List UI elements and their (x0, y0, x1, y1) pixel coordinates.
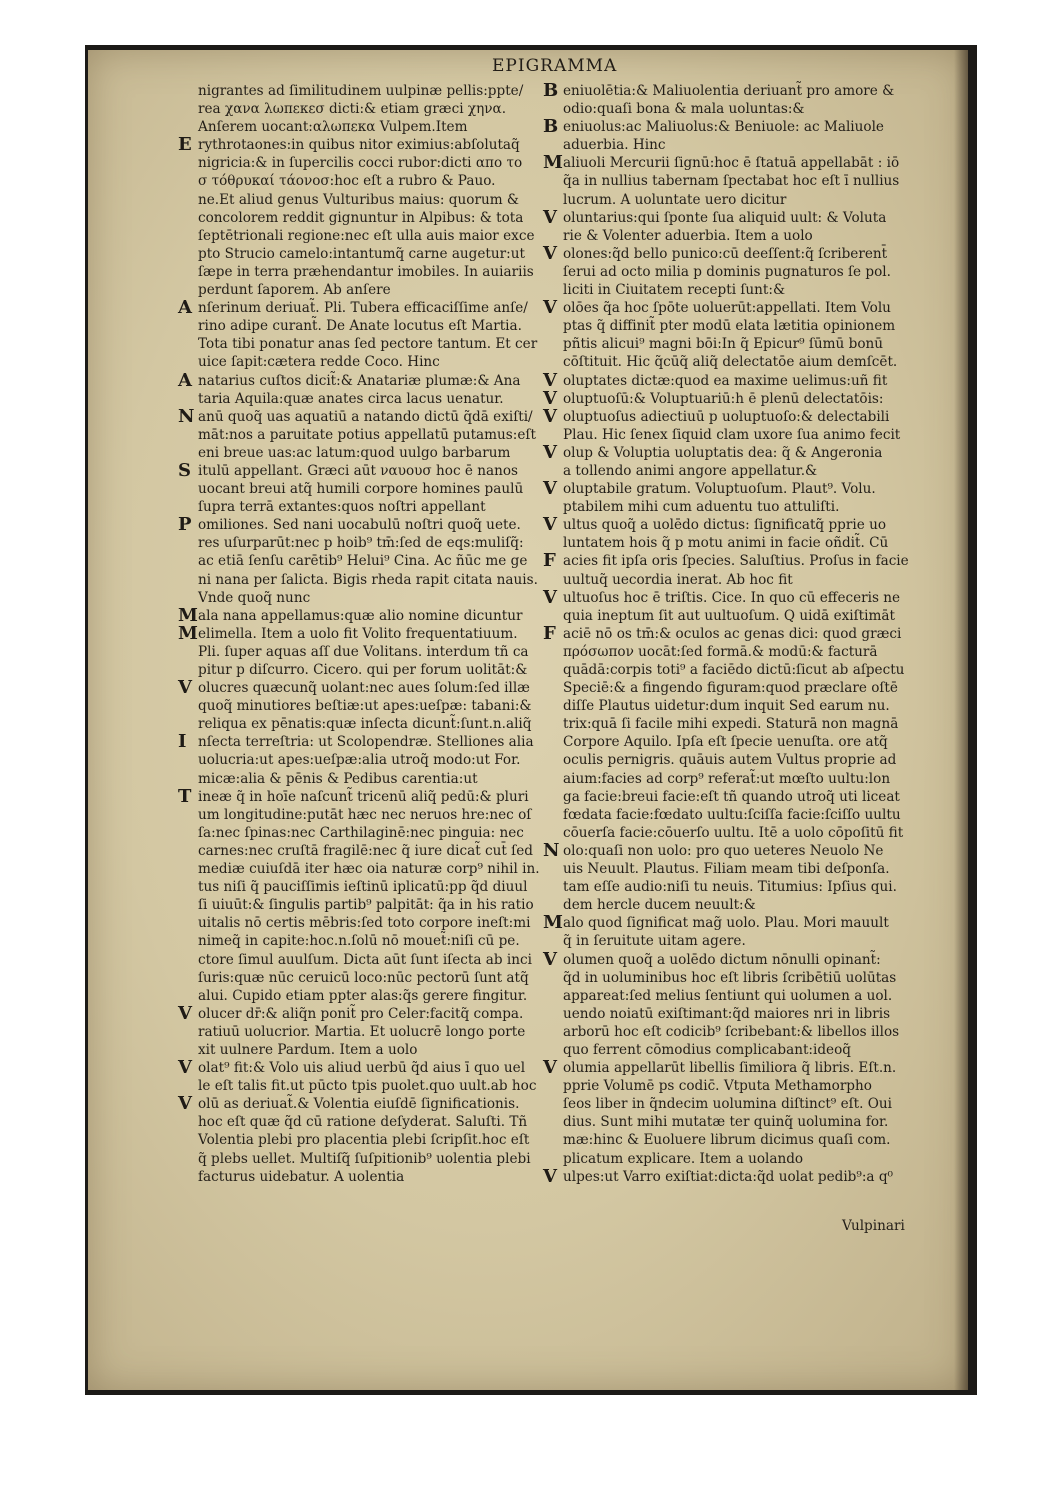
line-text: dius. Sunt mihi mutatæ ter quinq̃ uolumina for. (563, 1114, 889, 1131)
line-text: odio:quaſi bona & mala uoluntas:& (563, 101, 805, 118)
text-line (198, 1077, 543, 1095)
text-line (543, 242, 903, 264)
guide-letter: V (178, 1002, 192, 1024)
text-line (178, 1002, 543, 1024)
text-line (198, 896, 543, 914)
line-text: ſuris:quæ nūc ceruicū loco:nūc pectorū ſunt atq̃ (198, 969, 529, 986)
catchword: Vulpinari (842, 1218, 905, 1234)
guide-letter: V (543, 514, 557, 536)
text-line (563, 353, 903, 371)
text-line (563, 697, 903, 715)
guide-letter: V (543, 478, 557, 500)
text-line (563, 932, 903, 950)
line-text: ſerui ad octo milia p dominis pugnaturos ſe pol. (563, 263, 891, 280)
text-line (563, 733, 903, 751)
text-line (563, 172, 903, 190)
line-text: concolorem reddit gignuntur in Alpibus: & tota (198, 209, 524, 226)
text-line (563, 1005, 903, 1023)
text-line (198, 969, 543, 987)
text-line (198, 878, 543, 896)
text-line (198, 842, 543, 860)
line-text: carnes:nec cruſtā fragilē:nec q̃ iure dicat̃ cut̄ ſed (198, 842, 533, 859)
guide-letter: V (543, 586, 557, 608)
guide-letter: T (178, 785, 192, 807)
line-text: nimeq̃ in capite:hoc.n.ſolū nō mouet̃:niſi cū pe. (198, 933, 520, 950)
line-text: oluptuoſus adiectiuū p uoluptuoſo:& delectabili (563, 408, 890, 425)
text-line (563, 534, 903, 552)
text-line (563, 498, 903, 516)
guide-letter: V (178, 1093, 192, 1115)
text-line (563, 643, 903, 661)
line-text: olōes q̃a hoc ſpōte uoluerūt:appellati. Item Volu (563, 300, 891, 317)
line-text: quo ferrent cōmodius complicabant:ideoq̃ (563, 1041, 851, 1058)
line-text: ineæ q̃ in hoīe naſcunt̃ tricenū aliq̃ pedū:& pluri (198, 788, 529, 805)
line-text: elimella. Item a uolo fit Volito frequentatiuum. (198, 625, 518, 642)
text-line (198, 444, 543, 462)
text-line (563, 1150, 903, 1168)
line-text: mediæ cuiuſdā iter hæc oia naturæ corp⁹ nihil in. (198, 861, 540, 878)
text-line (198, 154, 543, 172)
text-line (198, 932, 543, 950)
guide-letter: F (543, 622, 556, 644)
line-text: Vnde quoq̃ nunc (198, 589, 311, 606)
line-text: ratiuū uolucrior. Martia. Et uolucrē longo porte (198, 1023, 526, 1040)
text-line (198, 770, 543, 788)
line-text: oluptuoſū:& Voluptuariū:h ē plenū delectatōis: (563, 390, 884, 407)
text-line (563, 281, 903, 299)
text-line (543, 152, 903, 174)
text-line (198, 82, 543, 100)
line-text: Anſerem uocant:αλωπεκα Vulpem.Item (198, 119, 468, 136)
line-text: ne.Et aliud genus Vulturibus maius: quorum & (198, 191, 520, 208)
line-text: le eſt talis fit.ut pūcto tpis puolet.quo uult.ab hoc (198, 1078, 537, 1095)
text-line (543, 80, 903, 101)
guide-letter: B (543, 116, 559, 138)
line-text: q̃d in uoluminibus hoc eſt libris ſcribētiū uolūtas (563, 969, 897, 986)
guide-letter: S (178, 459, 191, 481)
text-line (198, 987, 543, 1005)
text-line (563, 751, 903, 769)
line-text: ſa:nec ſpinas:nec Carthilaginē:nec pinguia: nec (198, 824, 524, 841)
line-text: aium:facies ad corp⁹ referat̃:ut mœſto uultu:lon (563, 770, 891, 787)
line-text: tus niſi q̃ pauciſſimis ieſtinū iplicatū:pp q̃d diuul (198, 879, 528, 896)
text-line (198, 589, 543, 607)
line-text: ultuoſus hoc ē triſtis. Cice. In quo cū effeceris ne (563, 589, 901, 606)
line-text: Volentia plebi pro placentia plebi ſcripſit.hoc eſt (198, 1132, 530, 1149)
text-line (563, 715, 903, 733)
line-text: nigrantes ad ſimilitudinem uulpinæ pellis:ppte/ (198, 83, 524, 99)
line-text: uis Neuult. Plautus. Filiam meam tibi deſponſa. (563, 861, 890, 878)
text-line (543, 839, 903, 861)
text-line (563, 227, 903, 245)
line-text: Speciē:& a fingendo figuram:quod præclare oſtē (563, 680, 898, 697)
text-line (543, 514, 903, 536)
line-text: olones:q̃d bello punico:cū deeſſent:q̃ ſcriberent̄ (563, 245, 888, 262)
line-text: ſi uiuūt:& ſingulis partib⁹ palpitāt: q̃a in his ratio (198, 897, 534, 914)
line-text: reliqua ex pēnatis:quæ inſecta dicunt̃:ſunt.n.aliq̃ (198, 716, 532, 733)
text-line (198, 661, 543, 679)
text-line (178, 134, 543, 156)
text-line (198, 697, 543, 715)
line-text: res uſurparūt:nec p hoib⁹ tm̄:ſed de eqs:muliſq̃: (198, 535, 524, 552)
guide-letter: E (178, 134, 192, 156)
line-text: quoq̃ minutiores beſtiæ:ut apes:ueſpæ: tabani:& (198, 698, 532, 715)
text-line (178, 677, 543, 699)
line-text: olo:quaſi non uolo: pro quo ueteres Neuolo Ne (563, 842, 884, 859)
text-line (198, 643, 543, 661)
line-text: dem hercle ducem neuult:& (563, 897, 756, 914)
text-line (563, 335, 903, 353)
text-line (198, 335, 543, 353)
line-text: diſſe Plautus uidetur:dum inquit Sed earum nu. (563, 698, 890, 715)
text-line (543, 405, 903, 427)
line-text: Tota tibi ponatur anas ſed pectore tantum. Et cer (198, 336, 538, 353)
text-line (198, 498, 543, 516)
text-line (178, 297, 543, 319)
text-line (198, 245, 543, 263)
line-text: fœdata facie:fœdato uultu:ſciſſa facie:ſciſſo uultu (563, 806, 901, 823)
text-line (198, 1150, 543, 1168)
text-line (563, 860, 903, 878)
running-header: EPIGRAMMA (492, 56, 618, 76)
line-text: ptabilem mihi cum aduentu tuo attuliſti. (563, 499, 840, 516)
guide-letter: V (543, 1165, 557, 1187)
text-line (198, 824, 543, 842)
text-line (198, 390, 543, 408)
text-line (563, 969, 903, 987)
text-line (563, 878, 903, 896)
text-line (198, 715, 543, 733)
text-line (198, 1113, 543, 1131)
text-line (543, 550, 909, 572)
line-text: ac etiā ſenſu carētib⁹ Helui⁹ Cina. Ac ñūc me ge (198, 553, 528, 570)
guide-letter: V (543, 948, 557, 970)
text-line (563, 1095, 903, 1113)
line-text: eniuolētia:& Maliuolentia deriuant̃ pro amore & (563, 83, 895, 99)
text-line (543, 948, 903, 970)
line-text: micæ:alia & pēnis & Pedibus carentia:ut (198, 770, 478, 787)
guide-letter: V (543, 441, 557, 463)
text-line (543, 1057, 903, 1079)
line-text: appareat:ſed melius ſentiunt qui uolumen a uol. (563, 987, 893, 1004)
text-line (563, 1023, 903, 1041)
guide-letter: F (543, 550, 556, 572)
text-line (178, 369, 543, 391)
line-text: luntatem hois q̃ p motu animi in facie oñdit̃. Cū (563, 535, 889, 552)
text-line (543, 369, 903, 391)
line-text: alui. Cupido etiam ppter alas:q̃s gerere fingitur. (198, 987, 528, 1004)
line-text: cōſtituit. Hic q̃cūq̃ aliq̃ delectatōe aium demſcēt. (563, 354, 898, 371)
text-line (563, 136, 903, 154)
line-text: pitur p diſcurro. Cicero. qui per forum uolitāt:& (198, 662, 528, 678)
text-line (198, 806, 543, 824)
text-line (563, 679, 903, 697)
line-text: uendo noiatū exiſtimant:q̃d maiores nri in libris (563, 1005, 891, 1022)
guide-letter: M (543, 912, 563, 934)
text-line (563, 571, 903, 589)
guide-letter: M (543, 152, 563, 174)
text-line (178, 785, 543, 807)
text-line (563, 462, 903, 480)
text-line (178, 514, 543, 536)
guide-letter: I (178, 731, 187, 753)
line-text: perdunt ſaporem. Ab anſere (198, 282, 391, 299)
text-line (543, 116, 903, 138)
line-text: natarius cuſtos dicit̃:& Anatariæ plumæ:& Ana (198, 372, 521, 389)
text-line (198, 1041, 543, 1059)
text-line (198, 172, 543, 190)
line-text: olumia appellarūt libellis ſimiliora q̃ libris. Eſt.n. (563, 1060, 897, 1077)
line-text: nſerinum deriuat̃. Pli. Tubera efficaciſſime anſe/ (198, 300, 528, 317)
guide-letter: V (543, 206, 557, 228)
text-line (198, 263, 543, 281)
binding-shadow (954, 50, 968, 1390)
text-line (198, 317, 543, 335)
text-line (198, 1131, 543, 1149)
line-text: nigricia:& in ſupercilis cocci rubor:dicti απο το (198, 155, 523, 172)
line-text: nſecta terreſtria: ut Scolopendræ. Stelliones alia (198, 734, 534, 751)
guide-letter: N (543, 839, 560, 861)
text-line (563, 100, 903, 118)
text-line (198, 353, 543, 371)
line-text: itulū appellant. Græci aūt ναυουσ hoc ē nanos (198, 462, 519, 479)
line-text: mæ:hinc & Euoluere librum dicimus quaſi com. (563, 1132, 891, 1149)
text-line (563, 426, 903, 444)
right-text-column (543, 80, 909, 1187)
line-text: trix:quā ſi facile mihi expedi. Staturā non magnā (563, 716, 899, 733)
text-line (178, 1057, 543, 1079)
text-line (198, 118, 543, 136)
text-line (563, 788, 903, 806)
text-line (178, 604, 543, 626)
line-text: hoc eſt quæ q̃d cū ratione deſyderat. Saluſti. Tñ (198, 1114, 528, 1131)
line-text: olup & Voluptia uoluptatis dea: q̃ & Angeronia (563, 444, 883, 461)
guide-letter: V (543, 242, 557, 264)
text-line (563, 263, 903, 281)
line-text: pprie Volumē ps codic̄. Vtputa Methamorpho (563, 1078, 872, 1095)
line-text: anū quoq̃ uas aquatiū a natando dictū q̃dā exiſti/ (198, 408, 533, 425)
line-text: rino adipe curant̃. De Anate locutus eſt Martia. (198, 318, 522, 335)
line-text: cōuerſa facie:cōuerſo uultu. Itē a uolo cōpoſitū fit (563, 824, 904, 841)
line-text: ni nana per ſalicta. Bigis rheda rapit citata nauis. (198, 571, 538, 588)
guide-letter: A (178, 369, 192, 391)
line-text: Corpore Aquilo. Ipſa eſt ſpecie uenuſta. ore atq̃ (563, 734, 888, 751)
text-line (178, 622, 543, 644)
guide-letter: B (543, 80, 559, 101)
line-text: acies fit ipſa oris ſpecies. Saluſtius. Proſus in facie (563, 553, 909, 570)
text-line (563, 896, 903, 914)
line-text: xit uulnere Pardum. Item a uolo (198, 1041, 418, 1058)
text-line (198, 1023, 543, 1041)
line-text: ulpes:ut Varro exiſtiat:dicta:q̃d uolat pedib⁹:a q⁰ (563, 1168, 893, 1185)
guide-letter: P (178, 514, 192, 536)
line-text: oculis pernigris. quāuis autem Vultus proprie ad (563, 752, 897, 769)
guide-letter: A (178, 297, 192, 319)
line-text: pto Strucio camelo:intantumq̃ carne augetur:ut (198, 245, 525, 262)
line-text: uocant breui atq̃ humili corpore homines paulū (198, 481, 524, 498)
line-text: oluntarius:qui ſponte ſua aliquid uult: & Voluta (563, 209, 887, 226)
line-text: uice ſapit:cætera redde Coco. Hinc (198, 354, 440, 371)
line-text: q̃ plebs uellet. Multiſq̃ ſuſpitionib⁹ uolentia plebi (198, 1150, 531, 1167)
line-text: facturus uidebatur. A uolentia (198, 1168, 405, 1185)
text-line (563, 770, 903, 788)
text-line (563, 1131, 903, 1149)
text-line (198, 480, 543, 498)
text-line (178, 731, 543, 753)
text-line (563, 824, 903, 842)
line-text: arborū hoc eſt codicib⁹ ſcribebant:& libellos illos (563, 1023, 900, 1040)
guide-letter: V (178, 1057, 192, 1079)
line-text: pñtis alicui⁹ magni bōi:In q̃ Epicur⁹ ſūmū bonū (563, 336, 884, 353)
text-line (198, 571, 543, 589)
guide-letter: V (543, 297, 557, 319)
line-text: rie & Volenter aduerbia. Item a uolo (563, 227, 813, 244)
text-line (178, 405, 543, 427)
line-text: eniuolus:ac Maliuolus:& Beniuole: ac Maliuole (563, 119, 884, 136)
line-text: aduerbia. Hinc (563, 137, 666, 154)
line-text: Pli. ſuper aquas aſſ due Volitans. interdum tñ ca (198, 643, 529, 660)
text-line (543, 912, 903, 934)
text-line (198, 751, 543, 769)
line-text: ptas q̃ diffinit̃ pter modū elata lætitia opinionem (563, 318, 896, 335)
line-text: oluptates dictæ:quod ea maxime uelimus:uñ fit (563, 372, 888, 389)
text-line (198, 426, 543, 444)
text-line (543, 1165, 903, 1187)
guide-letter: M (178, 622, 198, 644)
line-text: ga facie:breui facie:eſt tñ quando utroq̃ uti liceat (563, 788, 900, 805)
text-line (198, 860, 543, 878)
text-line (543, 478, 903, 500)
line-text: ſeptētrionali regione:nec eſt ulla auis maior exce (198, 227, 535, 244)
line-text: uolucria:ut apes:ueſpæ:alia utroq̃ modo:ut For. (198, 752, 521, 769)
guide-letter: V (543, 387, 557, 409)
line-text: eni breue uas:ac latum:quod uulgo barbarum (198, 444, 511, 461)
text-line (198, 914, 543, 932)
text-line (563, 661, 903, 679)
text-line (198, 227, 543, 245)
guide-letter: M (178, 604, 198, 626)
text-line (178, 1093, 543, 1115)
text-line (563, 806, 903, 824)
line-text: quia ineptum ſit aut uultuoſum. Q uidā exiſtimāt (563, 607, 895, 624)
line-text: olucres quæcunq̃ uolant:nec aues ſolum:ſed illæ (198, 680, 530, 697)
text-line (198, 100, 543, 118)
line-text: olucer dr̄:& aliq̃n ponit̃ pro Celer:facitq̃ compa. (198, 1005, 524, 1022)
line-text: rythrotaones:in quibus nitor eximius:abſolutaq̃ (198, 137, 520, 154)
text-line (198, 534, 543, 552)
line-text: oluptabile gratum. Voluptuoſum. Plaut⁹. Volu. (563, 481, 876, 498)
line-text: māt:nos a paruitate potius appellatū putamus:eſt (198, 426, 536, 443)
text-line (543, 586, 903, 608)
text-line (198, 209, 543, 227)
text-line (543, 297, 903, 319)
text-line (543, 622, 903, 644)
line-text: tam eſſe audio:niſi tu neuis. Titumius: Ipſius qui. (563, 879, 897, 896)
line-text: uitalis nō certis mēbris:ſed toto corpore ineſt:mi (198, 915, 531, 932)
line-text: πρόσωπον uocāt:ſed formā.& modū:& facturā (563, 643, 878, 660)
line-text: aciē nō os tm̄:& oculos ac genas dici: quod græci (563, 625, 902, 642)
line-text: omiliones. Sed nani uocabulū noſtri quoq̃ uete. (198, 517, 521, 534)
line-text: um longitudine:putāt hæc nec neruos hre:nec oſ (198, 806, 532, 823)
text-line (198, 191, 543, 209)
text-line (178, 459, 543, 481)
line-text: Plau. Hic ſenex ſiquid clam uxore ſua animo fecit (563, 426, 901, 443)
text-line (198, 951, 543, 969)
line-text: ctore ſimul auulſum. Dicta aūt ſunt iſecta ab inci (198, 951, 532, 968)
line-text: ſupra terrā extantes:quos noſtri appellant (198, 499, 486, 516)
line-text: ala nana appellamus:quæ alio nomine dicuntur (198, 607, 523, 624)
line-text: ultus quoq̃ a uolēdo dictus: ſignificatq̃ pprie uo (563, 517, 887, 534)
line-text: taria Aquila:quæ anates circa lacus uenatur. (198, 390, 504, 407)
line-text: σ τόθρυκαί τάονοσ:hoc eſt a rubro & Pauo. (198, 173, 496, 190)
line-text: lucrum. A uoluntate uero dicitur (563, 191, 787, 208)
line-text: ſæpe in terra præhendantur imobiles. In auiariis (198, 263, 534, 280)
text-line (198, 281, 543, 299)
line-text: olat⁹ fit:& Volo uis aliud uerbū q̃d aius ī quo uel (198, 1060, 526, 1077)
text-line (563, 317, 903, 335)
text-line (563, 1041, 903, 1059)
text-line (563, 1077, 903, 1095)
line-text: plicatum explicare. Item a uolando (563, 1150, 804, 1167)
text-line (198, 552, 543, 570)
text-line (563, 191, 903, 209)
text-line (563, 607, 903, 625)
guide-letter: V (543, 405, 557, 427)
left-text-column (178, 82, 543, 1186)
line-text: uultuq̃ uecordia inerat. Ab hoc fit (563, 571, 793, 588)
line-text: ſeos liber in q̃ndecim uolumina diſtinct⁹ eſt. Oui (563, 1096, 892, 1113)
text-line (543, 441, 903, 463)
text-line (563, 987, 903, 1005)
guide-letter: V (543, 1057, 557, 1079)
line-text: rea χανα λωπεκεσ dicti:& etiam græci χηνα. (198, 101, 507, 118)
line-text: liciti in Ciuitatem recepti ſunt:& (563, 282, 786, 299)
line-text: q̃ in ſeruitute uitam agere. (563, 933, 746, 950)
text-line (198, 1168, 543, 1186)
text-line (543, 387, 903, 409)
guide-letter: N (178, 405, 195, 427)
guide-letter: V (543, 369, 557, 391)
line-text: alo quod ſignificat mag̃ uolo. Plau. Mori mauult (563, 915, 889, 932)
line-text: quādā:corpis toti⁹ a faciēdo dictū:ſicut ab aſpectu (563, 662, 905, 678)
line-text: aliuoli Mercurii ſignū:hoc ē ſtatuā appellabāt : iō (563, 155, 900, 172)
line-text: a tollendo animi angore appellatur.& (563, 462, 818, 479)
line-text: olumen quoq̃ a uolēdo dictum nōnulli opinant̃: (563, 951, 881, 968)
text-line (563, 1113, 903, 1131)
line-text: olū as deriuat̃.& Volentia eiuſdē ſignificationis. (198, 1096, 520, 1113)
guide-letter: V (178, 677, 192, 699)
text-line (543, 206, 903, 228)
line-text: q̃a in nullius tabernam ſpectabat hoc eſt ī nullius (563, 173, 900, 190)
